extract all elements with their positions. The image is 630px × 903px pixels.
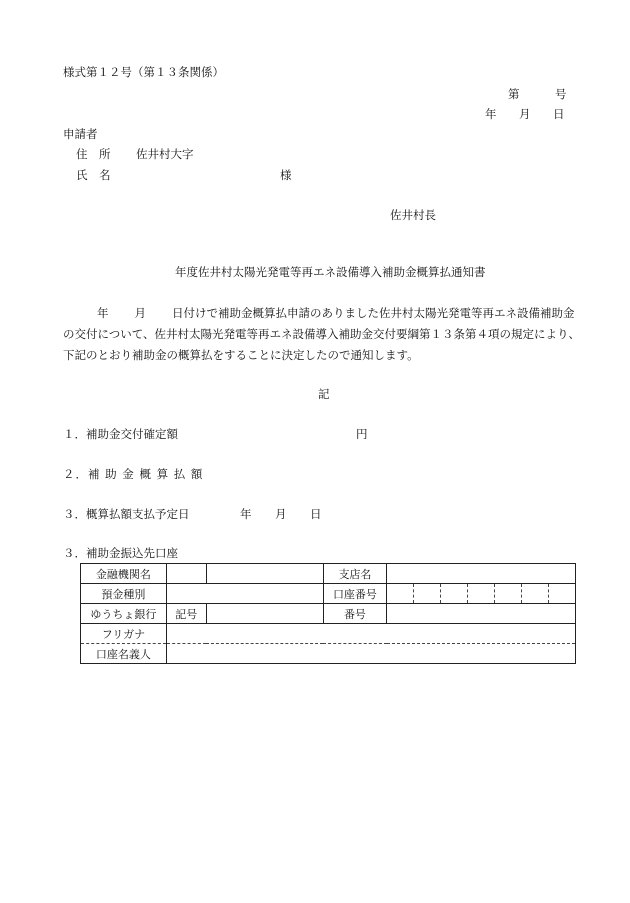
digit-box[interactable] — [467, 584, 494, 603]
digit-box[interactable] — [387, 584, 413, 603]
institution-label: 金融機関名 — [81, 564, 167, 584]
account-number-cell[interactable] — [387, 584, 576, 604]
digit-box[interactable] — [521, 584, 548, 603]
digit-box[interactable] — [440, 584, 467, 603]
document-title: 年度佐井村太陽光発電等再エネ設備導入補助金概算払通知書 — [175, 265, 486, 279]
applicant-heading: 申請者 — [63, 127, 98, 141]
deposit-type-label: 預金種別 — [81, 584, 167, 604]
account-number-digits — [387, 584, 575, 603]
body-line-2: の交付について、佐井村太陽光発電等再エネ設備導入補助金交付要綱第１３条第４項の規定により、 — [63, 327, 581, 341]
deposit-type-cell[interactable] — [166, 584, 323, 604]
body-line-3: 下記のとおり補助金の概算払をすることに決定したので通知します。 — [63, 348, 419, 362]
account-number-label: 口座番号 — [323, 584, 387, 604]
digit-box[interactable] — [548, 584, 575, 603]
body-line-1 — [63, 303, 583, 324]
digit-box[interactable] — [413, 584, 440, 603]
body-line-1-rest: 日付けで補助金概算払申請のありました佐井村太陽光発電等再エネ設備補助金 — [172, 306, 575, 320]
form-number: 様式第１２号（第１３条関係） — [63, 65, 224, 79]
ki-marker: 記 — [318, 387, 330, 401]
honorific: 様 — [280, 168, 292, 182]
body-year: 年 — [97, 306, 109, 320]
table-row — [81, 564, 576, 584]
number-cell[interactable] — [387, 604, 576, 624]
item-3-label: ３．概算払額支払予定日 — [63, 507, 190, 521]
table-row — [81, 624, 576, 644]
date-month-label: 月 — [519, 107, 531, 121]
doc-number-prefix: 第 — [508, 87, 520, 101]
item-4-label: ３．補助金振込先口座 — [63, 546, 178, 560]
number-label: 番号 — [323, 604, 387, 624]
item-1-label: １．補助金交付確定額 — [63, 427, 178, 441]
bank-account-table — [80, 563, 576, 664]
digit-box[interactable] — [494, 584, 521, 603]
issuer: 佐井村長 — [390, 208, 436, 222]
date-year-label: 年 — [485, 107, 497, 121]
address-value: 佐井村大字 — [136, 147, 194, 161]
institution-cell-1[interactable] — [166, 564, 206, 584]
yucho-label: ゆうちょ銀行 — [81, 604, 167, 624]
symbol-cell[interactable] — [206, 604, 323, 624]
symbol-label: 記号 — [166, 604, 206, 624]
item-2-label: ２．補 助 金 概 算 払 額 — [63, 467, 204, 481]
branch-label: 支店名 — [323, 564, 387, 584]
item-3-month: 月 — [275, 507, 287, 521]
furigana-cell[interactable] — [166, 624, 575, 644]
institution-cell-2[interactable] — [206, 564, 323, 584]
item-3-day: 日 — [310, 507, 322, 521]
address-label: 住 所 — [76, 147, 111, 161]
account-holder-label: 口座名義人 — [81, 644, 167, 664]
table-row — [81, 604, 576, 624]
doc-number-suffix: 号 — [555, 87, 567, 101]
body-paragraph — [63, 303, 583, 366]
account-holder-cell[interactable] — [166, 644, 575, 664]
table-row — [81, 644, 576, 664]
item-3-year: 年 — [240, 507, 252, 521]
body-month: 月 — [134, 306, 146, 320]
branch-cell[interactable] — [387, 564, 576, 584]
table-row — [81, 584, 576, 604]
date-day-label: 日 — [553, 107, 565, 121]
furigana-label: フリガナ — [81, 624, 167, 644]
item-1-unit: 円 — [356, 427, 368, 441]
name-label: 氏 名 — [76, 168, 111, 182]
